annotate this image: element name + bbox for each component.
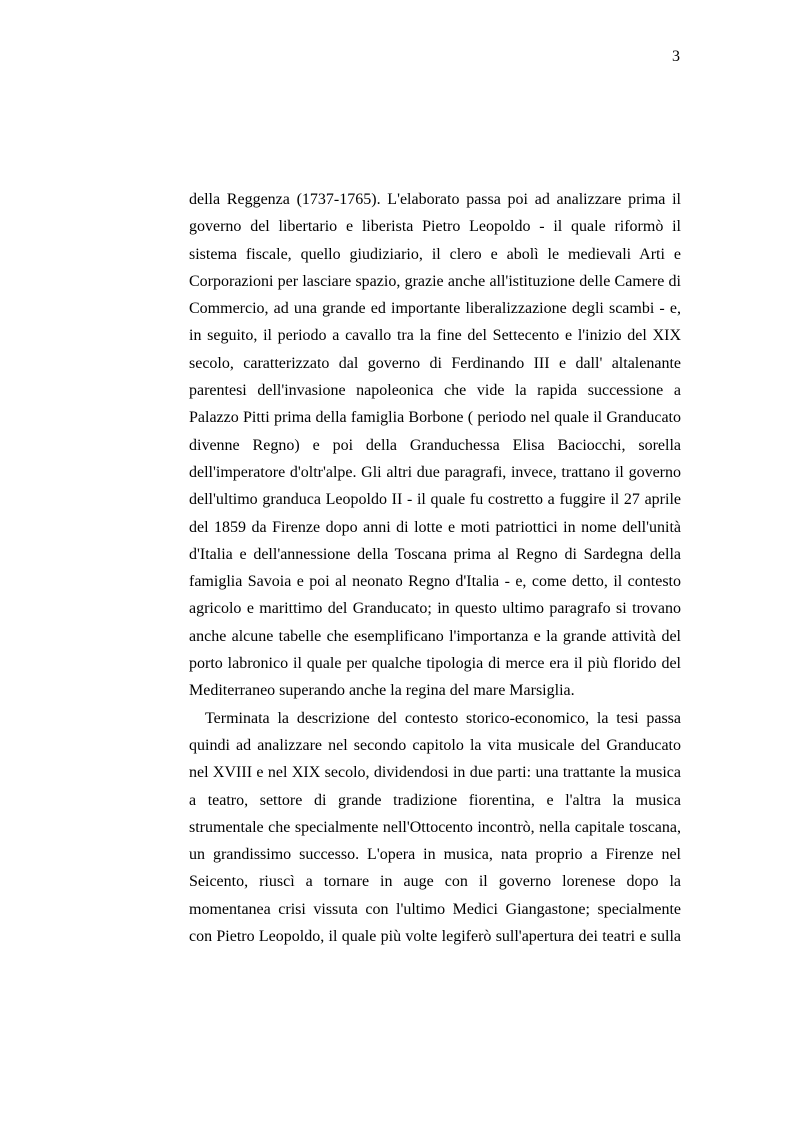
paragraph-2 — [189, 705, 681, 951]
text-line: dell'ultimo granduca Leopoldo II - il quale fu costretto a fuggire il 27 aprile — [189, 491, 681, 509]
text-line: Palazzo Pitti prima della famiglia Borbone ( periodo nel quale il Granducato — [189, 409, 681, 427]
text-line: secolo, caratterizzato dal governo di Ferdinando III e dall' altalenante — [189, 354, 681, 372]
text-line: a teatro, settore di grande tradizione fiorentina, e l'altra la musica — [189, 791, 681, 809]
text-line: agricolo e marittimo del Granducato; in questo ultimo paragrafo si trovano — [189, 600, 681, 618]
text-line: d'Italia e dell'annessione della Toscana prima al Regno di Sardegna della — [189, 545, 681, 563]
text-line: della Reggenza (1737-1765). L'elaborato passa poi ad analizzare prima il — [189, 191, 681, 208]
text-line: momentanea crisi vissuta con l'ultimo Medici Giangastone; specialmente — [189, 900, 681, 918]
text-line: Seicento, riuscì a tornare in auge con il governo lorenese dopo la — [189, 873, 681, 891]
text-line: sistema fiscale, quello giudiziario, il clero e abolì le medievali Arti e — [189, 245, 681, 263]
text-line: Mediterraneo superando anche la regina del mare Marsiglia. — [189, 682, 575, 700]
text-line: con Pietro Leopoldo, il quale più volte legiferò sull'apertura dei teatri e sulla — [189, 928, 681, 946]
text-line: Terminata la descrizione del contesto storico-economico, la tesi passa — [205, 709, 681, 727]
text-line: parentesi dell'invasione napoleonica che vide la rapida successione a — [189, 382, 681, 400]
text-line: governo del libertario e liberista Pietro Leopoldo - il quale riformò il — [189, 218, 681, 236]
text-line: quindi ad analizzare nel secondo capitolo la vita musicale del Granducato — [189, 736, 681, 754]
paragraph-1 — [189, 186, 681, 705]
page-number: 3 — [672, 48, 680, 65]
text-line: Corporazioni per lasciare spazio, grazie anche all'istituzione delle Camere di — [189, 272, 681, 290]
text-line: divenne Regno) e poi della Granduchessa Elisa Baciocchi, sorella — [189, 436, 681, 454]
body-text — [189, 186, 681, 950]
text-line: in seguito, il periodo a cavallo tra la fine del Settecento e l'inizio del XIX — [189, 327, 681, 345]
text-line: porto labronico il quale per qualche tipologia di merce era il più florido del — [189, 655, 681, 673]
text-line: Commercio, ad una grande ed importante liberalizzazione degli scambi - e, — [189, 300, 681, 318]
text-line: anche alcune tabelle che esemplificano l'importanza e la grande attività del — [189, 627, 681, 645]
text-line: dell'imperatore d'oltr'alpe. Gli altri due paragrafi, invece, trattano il governo — [189, 463, 681, 481]
text-line: un grandissimo successo. L'opera in musica, nata proprio a Firenze nel — [189, 846, 681, 864]
text-line: strumentale che specialmente nell'Ottocento incontrò, nella capitale toscana, — [189, 818, 681, 836]
text-line: famiglia Savoia e poi al neonato Regno d'Italia - e, come detto, il contesto — [189, 573, 681, 591]
text-line: nel XVIII e nel XIX secolo, dividendosi in due parti: una trattante la musica — [189, 764, 681, 782]
text-line: del 1859 da Firenze dopo anni di lotte e moti patriottici in nome dell'unità — [189, 518, 681, 536]
